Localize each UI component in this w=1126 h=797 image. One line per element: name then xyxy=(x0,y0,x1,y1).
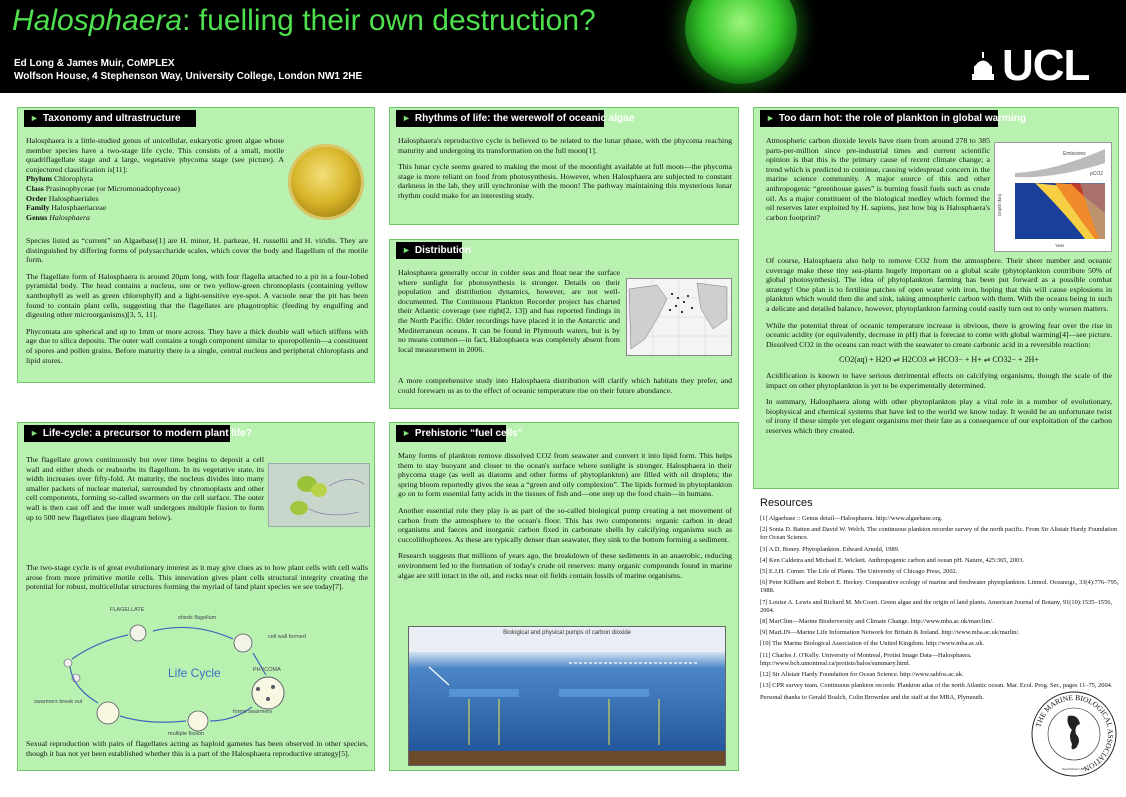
seal-established: Established 1884 xyxy=(1061,767,1087,771)
acknowledgements: Personal thanks to Gerald Boalch, Colin Brownlee and the staff at the MBA, Plymouth. xyxy=(760,694,984,702)
rhythms-panel xyxy=(389,107,739,225)
reference-item: [7] Louise A. Lewis and Richard M. McCourt. Green algae and the origin of land plants. American Journal of Botany, 91(10):1535–1556, 2004. xyxy=(760,598,1113,614)
authors-line: Ed Long & James Muir, CoMPLEX xyxy=(14,58,175,69)
fuelcells-p2: Another essential role they play is as part of the so-called biological pump creating a net movement of carbon from the atmosphere to the ocean's floor. This has two components: organic carbon in dead organisms and faeces and inorganic carbon fixed in carbonate shells by calcifying organisms such as coccolithophores. As these are typically denser than seawater, they sink to the bottom forming a sediment. xyxy=(398,505,732,544)
label-flagellate: FLAGELLATE xyxy=(110,607,145,613)
resources-title: Resources xyxy=(760,497,813,509)
taxonomy-species: Species listed as “current” on Algaebase[1] are H. minor, H. parkeae, H. russellii and H. viridis. They are distinguished by differing forms of polysaccharide scales, which cover the body and flagellum of the motile form. xyxy=(26,236,368,265)
author-block xyxy=(14,57,362,83)
classification-order: Order Halosphaeriales xyxy=(26,193,99,203)
address-line: Wolfson House, 4 Stephenson Way, University College, London NW1 2HE xyxy=(14,71,363,82)
reference-item: [1] Algaebase :: Genus detail—Halosphaera. http://www.algaebase.org. xyxy=(760,515,943,522)
chart-label-emissions: Emissions xyxy=(1063,151,1086,157)
lifecycle-p1: The flagellate grows continuously but over time begins to deposit a cell wall and either sheds or reabsorbs its flagellum. In its vegetative state, its width increases over fifty-fold. At maturity, the nucleus divides into many smaller packets of nuclear material, surrounded by chromoplasts and other cell components, forming so-called swarmers on the cell surface. The outer wall is then cast off and the inner wall undergoes multiple fission to form up to 500 new flagellates (see diagram below). xyxy=(26,455,264,522)
ucl-logo: UCL xyxy=(1002,41,1090,90)
seal-text: THE MARINE BIOLOGICAL ASSOCIATION xyxy=(1033,692,1116,774)
rhythms-p2: This lunar cycle seems geared to making the most of the moonlight available at full moon—the phycoma stage is more reliant on food from photosynthesis. However, when Halosphaera are subjected to constant darkness in the lab, they still synchronise with the moon! The pathway maintaining this mysterious lunar rhythm could make for an interesting study. xyxy=(398,162,732,200)
lifecycle-heading: ► Life-cycle: a precursor to modern plant life? xyxy=(24,425,230,442)
reference-item: [10] The Marine Biological Association of the United Kingdom. http://www.mba.ac.uk. xyxy=(760,640,985,648)
reference-item: [2] Sonia D. Batten and David W. Welch. The continuous plankton recorder survey of the north pacific. From Sir Alistair Hardy Foundation for Ocean Science. xyxy=(760,526,1118,542)
warming-heading: ► Too darn hot: the role of plankton in global warming xyxy=(760,110,998,127)
pump-arrows-icon xyxy=(409,627,725,765)
triangle-bullet-icon: ► xyxy=(30,113,39,123)
halosphaera-cell-image xyxy=(685,0,797,84)
warming-panel xyxy=(753,107,1119,489)
taxonomy-panel xyxy=(17,107,375,383)
reference-item: [8] MarClim—Marine Bioderversity and Climate Change. http://www.mba.ac.uk/marclim/. xyxy=(760,618,994,626)
chart-label-pco2: pCO2 xyxy=(1090,171,1104,177)
atlantic-distribution-map xyxy=(626,278,732,356)
distribution-p1: Halosphaera generally occur in colder seas and float near the surface where sunlight for photosynthesis is stronger. Details on their population and distribution dynamics, however, are not well-documented. The Continuous Plankton Recorder project has charted their Atlantic coverage (see right[2, 13]) and has reported findings in the North Pacific. Older recordings have placed it in the Antarctic and Mediterranean oceans. It can be found in Plymouth waters, but is by no means common—in fact, Halosphaera was completely absent from local measurement in 2006. xyxy=(398,268,620,354)
taxonomy-flagellate: The flagellate form of Halosphaera is around 20μm long, with four flagella attached to a pit in a four-lobed pyramidal body. The head contains a nucleus, one or two yellow-green chromoplasts (containing yellow xanthophyll as well as green chlorophyll) and a light-sensitive eye-spot. A vacuole near the pit has been found to contain plant cells, suggesting that the flagellates are phagotrophic (feeding by engulfing and digesting other microorganisms)[3, 5, 11]. xyxy=(26,271,368,320)
triangle-bullet-icon: ► xyxy=(30,428,39,438)
rhythms-p1: Halosphaera's reproductive cycle is believed to be related to the lunar phase, with the phycoma reaching maturity and undergoing its transformation on the full moon[1]. xyxy=(398,136,732,155)
lifecycle-p3: Sexual reproduction with pairs of flagellates acting as haploid gametes has been observed in other species, though it has not yet been established whether this is a part of the Halosphaera reproductive strategy[5]. xyxy=(26,739,368,758)
carbonic-acid-equation: CO2(aq) + H2O ⇌ H2CO3 ⇌ HCO3− + H+ ⇌ CO32− + 2H+ xyxy=(839,355,1039,365)
lifecycle-p3-block xyxy=(26,739,368,765)
classification-family: Family Halosphaeriaceae xyxy=(26,203,107,213)
fuelcells-panel xyxy=(389,422,739,771)
warming-p4: Acidification is known to have serious detrimental effects on calcifying organisms, though the scale of the impact on other phytoplankton is yet to be experimentally determined. xyxy=(766,370,1112,390)
lifecycle-panel xyxy=(17,422,375,771)
label-forms: forms swarmers xyxy=(233,709,273,715)
fuelcells-p1: Many forms of plankton remove dissolved CO2 from seawater and convert it into lipid form. This helps them to stay buoyant and closer to the ocean's surface where sunlight is stronger. Halosphaera in their phycoma stage (as well as diatoms and other forms of phytoplankton) are filled with oil droplets; the spring bloom reportedly gives the seas a “green and oily complexion”. The lipids formed in phytoplankton go on to form essential fatty acids in the tissues of fish and—one step up the food chain—in humans. xyxy=(398,451,732,499)
pump-diagram-title: Biological and physical pumps of carbon dioxide xyxy=(503,630,631,636)
distribution-p2: A more comprehensive study into Halosphaera distribution will clarify which habitats they prefer, and could forewarn us as to the effect of oceanic temperature rise on their future abundance. xyxy=(398,376,732,395)
phycoma-cell xyxy=(252,677,284,709)
flagellate-micrograph xyxy=(268,463,370,527)
distribution-p1-block xyxy=(398,268,620,361)
flagellate-cell xyxy=(130,625,146,641)
lifecycle-p1-block xyxy=(26,455,264,529)
triangle-bullet-icon: ► xyxy=(766,113,775,123)
label-cellwall: cell wall formed xyxy=(268,634,306,640)
warming-body xyxy=(766,256,1112,443)
reference-item: [9] MarLIN—Marine Life Information Network for Britain & Ireland. http://www.mba.ac.uk/marlin/. xyxy=(760,629,1020,637)
poster-title: Halosphaera: fuelling their own destruction? xyxy=(12,4,596,37)
fuelcells-p3: Research suggests that millions of years ago, the breakdown of these sediments in an anaerobic, reducing environment led to the formation of today's crude oil reserves: many organic compounds found in marine algae are still intact in the oil, and rocks near oil fields contain fossils of marine organisms. xyxy=(398,551,732,580)
rhythms-body xyxy=(398,136,732,208)
walled-cell xyxy=(234,634,252,652)
reference-item: [5] E.J.H. Corner. The Life of Plants. The University of Chicago Press, 2002. xyxy=(760,568,958,576)
swarmer-cell xyxy=(97,702,119,724)
fission-cell xyxy=(188,711,208,731)
chart-label-year: Year xyxy=(1055,243,1065,248)
life-cycle-title: Life Cycle xyxy=(168,666,221,680)
distribution-p2-block xyxy=(398,376,732,402)
reference-item: [11] Charles J. O'Kelly. University of Montreal, Protist Image Data—Halosphaera. http://www.bch.umontreal.ca/protists/halos/summary.html. xyxy=(760,651,972,667)
fuelcells-heading: ► Prehistoric “fuel cells” xyxy=(396,425,506,442)
taxonomy-intro-block xyxy=(26,136,284,222)
acidification-chart-icon xyxy=(995,143,1111,251)
warming-p2: Of course, Halosphaera also help to remove CO2 from the atmosphere. Their sheer number and oceanic coverage make these tiny sea-plants hugely important on a global scale (phytoplankton contribute 50% of global photosynthesis). The idea of phytoplankton farming has been put forward as a possible combat strategy! One plan is to fertilise patches of open water with iron, hoping that this will cause explosions in plankton which would then die and sink, taking atmospheric carbon with them. With the oceans being in such a delicate and detailed balance, however, phytoplankton farming could easily turn out to only worsen matters. xyxy=(766,256,1112,313)
taxonomy-body xyxy=(26,236,368,372)
label-breakout: swarmers break out xyxy=(34,699,83,705)
map-icon xyxy=(627,279,731,355)
label-multiple: multiple fission xyxy=(168,731,205,737)
reference-item: [4] Ken Caldeira and Michael E. Wickett. Anthropogenic carbon and ocean pH. Nature, 425:365, 2003. xyxy=(760,556,1025,564)
reference-item: [12] Sir Alistair Hardy Foundation for Ocean Science. http://www.sahfos.ac.uk. xyxy=(760,671,964,679)
flagellate-cells-icon xyxy=(269,464,369,526)
chart-label-depth: Depth (km) xyxy=(997,193,1002,216)
warming-p1: Atmospheric carbon dioxide levels have risen from around 278 to 385 parts-per-million since pre-industrial times and current scientific opinion is that this is the primary cause of recent climate change; a trend which is predicted to continue, causing widespread concern in the marine science community. A major source of this and other anthropogenic “greenhouse gases” is burning fossil fuels such as crude oil. As a major constituent of the biological medley which formed the oil reserves later exploited by H. sapiens, just how big is Halosphaera's carbon footprint? xyxy=(766,136,990,222)
warming-p1-block xyxy=(766,136,990,229)
classification-genus: Genus Halosphaera xyxy=(26,212,90,222)
life-cycle-diagram xyxy=(28,603,368,738)
triangle-bullet-icon: ► xyxy=(402,245,411,255)
label-sheds: sheds flagellum xyxy=(178,615,217,621)
taxonomy-phycomata: Phycomata are spherical and up to 1mm or more across. They have a thick double wall which stiffens with age due to silica deposits. The outer wall contains a tough component similar to sporopollenin—a constituent of spores and pollen grains. Before maturity there is a single, central nucleus and peripheral chloroplasts and lipid stores. xyxy=(26,326,368,365)
reference-item: [13] CPR survey team. Continuous plankton records: Plankton atlas of the north Atlantic ocean. Mar. Ecol. Prog. Ser., pages 11–75, 2004. xyxy=(760,682,1113,690)
taxonomy-heading: ► Taxonomy and ultrastructure xyxy=(24,110,196,127)
ucl-dome-icon xyxy=(970,52,996,82)
distribution-panel xyxy=(389,239,739,409)
triangle-bullet-icon: ► xyxy=(402,113,411,123)
reference-list xyxy=(760,515,1120,690)
warming-p5: In summary, Halosphaera along with other phytoplankton play a vital role in a number of evolutionary, biophysical and chemical systems that have led to the world we know today. It would be an unfortunate twist of irony if these simple yet elegant organisms met their fate as a consequence of our exploitation of the carbon reserves which they created. xyxy=(766,397,1112,435)
classification-class: Class Prasinophyceae (or Micromonadophyceae) xyxy=(26,183,180,193)
marine-biological-association-seal xyxy=(1030,690,1118,778)
reference-item: [3] A.D. Boney. Phytoplankton. Edward Arnold, 1989. xyxy=(760,545,900,553)
acidification-chart-image xyxy=(994,142,1112,252)
distribution-heading: ► Distribution xyxy=(396,242,462,259)
lifecycle-p2-block xyxy=(26,563,368,599)
carbon-pump-diagram xyxy=(408,626,726,766)
triangle-bullet-icon: ► xyxy=(402,428,411,438)
classification-phylum: Phylum Chlorophyta xyxy=(26,174,93,184)
warming-p3: While the potential threat of oceanic temperature increase is obvious, there is growing fear over the rise in oceanic acidity (or equivalently, decrease in pH) that is forecast to come with global warming[4]—see picture. Dissolved CO2 in the oceans can react with the seawater to create carbonic acid in a reversible reaction: xyxy=(766,320,1112,349)
phycoma-image xyxy=(288,144,364,220)
poster-header xyxy=(0,0,1126,93)
resources-section xyxy=(760,497,1120,703)
label-phycoma: PHYCOMA xyxy=(253,667,281,673)
reference-item: [6] Peter Killham and Robert E. Heckey. Comparative ecology of marine and freshwater phytoplankton. Limnol. Oceanogr., 33(4):776–795, 1988. xyxy=(760,579,1119,595)
lifecycle-p2: The two-stage cycle is of great evolutionary interest as it may give clues as to how plant cells with cell walls arose from more primitive motile cells. This innovation gives plant cells structural integrity creating the potential for robust, multicellular structures forming the myriad of land plant species we see today[7]. xyxy=(26,563,368,592)
taxonomy-intro: Halosphaera is a little-studied genus of unicellular, eukaryotic green algae whose member species have a two-stage life cycle. This consists of a small, motile quadriflagellate stage and a large, vegetative phycoma stage (see picture). A conjectured classification is[11]: xyxy=(26,136,284,174)
rhythms-heading: ► Rhythms of life: the werewolf of oceanic algae xyxy=(396,110,604,127)
fuelcells-body xyxy=(398,451,732,587)
